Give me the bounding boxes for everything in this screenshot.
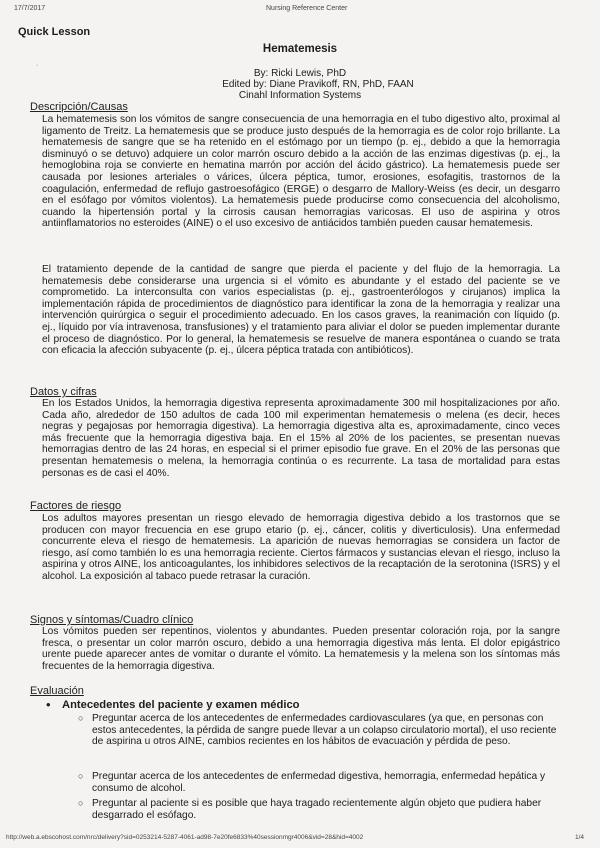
print-date: 17/7/2017 [14, 5, 46, 12]
print-footer-url: http://web.a.ebscohost.com/nrc/delivery?sid=0253214-5287-4061-ad98-7e20fe6833%40sessionmgr4006&vid=28&hid=4002 [6, 834, 364, 841]
editor-line: Edited by: Diane Pravikoff, RN, PhD, FAAN [222, 79, 414, 90]
page-title: Hematemesis [262, 43, 338, 55]
circle-bullet-icon: ○ [78, 798, 84, 808]
quick-lesson-label: Quick Lesson [18, 26, 91, 38]
paragraph-factores: Los adultos mayores presentan un riesgo elevado de hemorragia digestiva debido a los trastornos que se producen con mayor frecuencia en ese grupo etario (p. ej., cáncer, colitis y diverticulosis). Una enfermedad concurrente eleva el riesgo de hematemesis. La aparición de nuevas hemorragias se considera un factor de riesgo, así como también lo es una hemorragia reciente. Ciertos fármacos y sustancias elevan el riesgo, incluso la aspirina y otros AINE, los anticoagulantes, los inhibidores selectivos de la recaptación de la serotonina (ISRS) y el alcohol. La exposición al tabaco puede retrasar la curación. [42, 513, 560, 582]
paragraph-signos: Los vómitos pueden ser repentinos, violentos y abundantes. Pueden presentar coloración roja, por la sangre fresca, o presentar un color marrón oscuro, debido a una hemorragia digestiva más lenta. El dolor epigástrico urente puede aparecer antes de vomitar o durante el vómito. La hematemesis y la melena son los síntomas más frecuentes de la hemorragia digestiva. [42, 626, 560, 672]
page-number: 1/4 [575, 834, 585, 841]
subheading-antecedentes: Antecedentes del paciente y examen médico [62, 699, 300, 711]
print-site-name: Nursing Reference Center [266, 5, 348, 12]
section-heading-datos: Datos y cifras [30, 386, 97, 398]
section-heading-factores: Factores de riesgo [30, 500, 122, 512]
section-heading-descripcion: Descripción/Causas [30, 101, 128, 113]
circle-bullet-icon: ○ [78, 771, 84, 781]
paragraph-descripcion-1: La hematemesis son los vómitos de sangre consecuencia de una hemorragia en el tubo digestivo alto, proximal al ligamento de Treitz. La hematemesis que se produce justo después de la hemorragia es de color rojo brillante. La hematemesis de sangre que se ha retenido en el estómago por un tiempo (p. ej., debido a que la hemorragia disminuyó o se detuvo) adquiere un color marrón oscuro debido a la acción de las enzimas digestivas (p. ej., la hemoglobina roja se convierte en hematina marrón por acción del ácido gástrico). La hematemesis puede ser causada por lesiones arteriales o várices, úlcera péptica, tumor, erosiones, esofagitis, trastornos de la coagulación, enfermedad de reflujo gastroesofágico (ERGE) o desgarro de Mallory-Weiss (es decir, un desgarro en el esófago por vómitos violentos). La hematemesis puede producirse como consecuencia del alcoholismo, cuando la hipertensión portal y la cirrosis causan hemorragias varicosas. El uso de aspirina y otros antiinflamatorios no esteroides (AINE) o el uso excesivo de antiácidos también pueden causar hematemesis. [42, 114, 560, 230]
section-heading-evaluacion: Evaluación [30, 685, 84, 697]
list-item: Preguntar acerca de los antecedentes de enfermedad digestiva, hemorragia, enfermedad hepática y consumo de alcohol. [92, 771, 546, 794]
paragraph-datos: En los Estados Unidos, la hemorragia digestiva representa aproximadamente 300 mil hospitalizaciones por año. Cada año, alrededor de 150 adultos de cada 100 mil experimentan hematemesis o melena (es decir, heces negras y pegajosas por hemorragia digestiva). La hemorragia digestiva alta es, aproximadamente, cinco veces más frecuente que la hemorragia digestiva baja. En el 15% al 20% de los pacientes, se presentan nuevas hemorragias dentro de las 24 horas, en especial si el primer episodio fue grave. En el 20% de las personas que presentan hematemesis o melena, la hemorragia continúa o es recurrente. La tasa de mortalidad para estas personas es de casi el 40%. [42, 398, 560, 479]
section-heading-signos: Signos y síntomas/Cuadro clínico [30, 614, 194, 626]
organization-line: Cinahl Information Systems [238, 90, 362, 101]
author-line: By: Ricki Lewis, PhD [253, 68, 347, 79]
stray-mark: · [36, 62, 39, 69]
circle-bullet-icon: ○ [78, 713, 84, 723]
paragraph-descripcion-2: El tratamiento depende de la cantidad de sangre que pierda el paciente y del flujo de la hemorragia. La hematemesis debe considerarse una urgencia si el vómito es abundante y el estado del paciente se ve comprometido. La interconsulta con varios especialistas (p. ej., gastroenterólogos y cirujanos) implica la implementación rápida de procedimientos de diagnóstico para identificar la zona de la hemorragia y realizar una intervención quirúrgica o seguir el procedimiento adecuado. En los casos graves, la reanimación con líquido (p. ej., líquido por vía intravenosa, transfusiones) y el tratamiento para aliviar el dolor se pueden implementar durante el proceso de diagnóstico. Por lo general, la hematemesis se resuelve de manera espontánea o cuando se trata con eficacia la afección subyacente (p. ej., úlcera péptica tratada con antibióticos). [42, 264, 560, 357]
list-item: Preguntar al paciente si es posible que haya tragado recientemente algún objeto que pudiera haber desgarrado el esófago. [92, 798, 542, 821]
list-item: Preguntar acerca de los antecedentes de enfermedades cardiovasculares (ya que, en personas con estos antecedentes, la pérdida de sangre puede llevar a un colapso circulatorio mortal), el uso reciente de aspirina u otros AINE, cambios recientes en los hábitos de evacuación y pérdida de peso. [92, 713, 557, 748]
bullet-icon: • [46, 697, 51, 712]
